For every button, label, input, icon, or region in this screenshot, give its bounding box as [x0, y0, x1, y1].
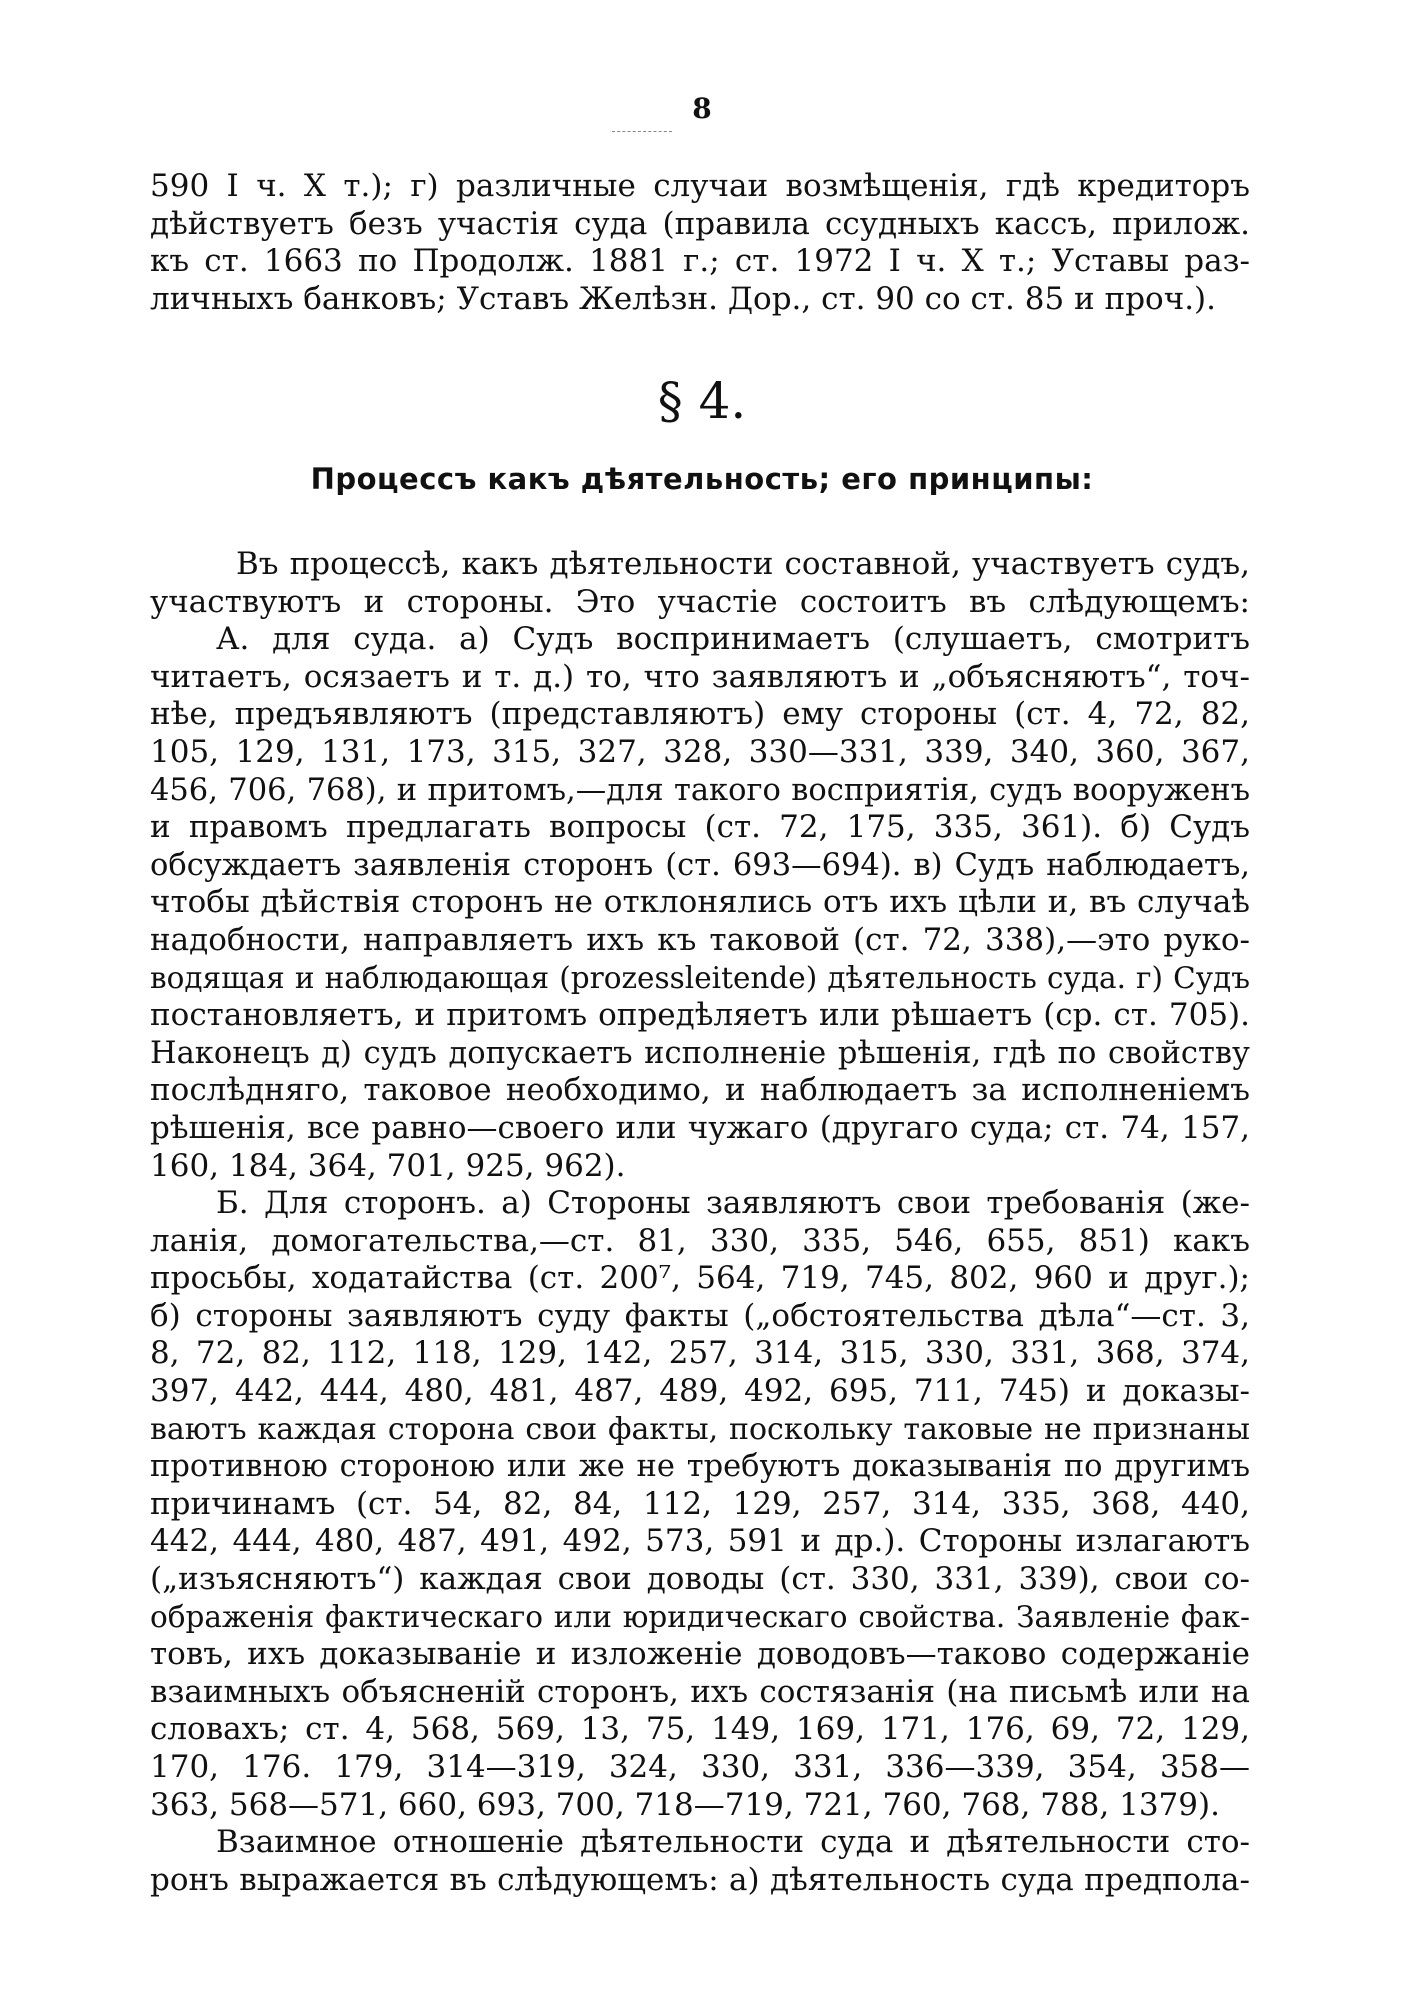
text-line: участвуютъ и стороны. Это участіе состоитъ въ слѣдующемъ: [150, 583, 1250, 620]
text-line: Б. Для сторонъ. а) Стороны заявляютъ свои требованія (же- [216, 1185, 1250, 1222]
text-line: противною стороною или же не требуютъ доказыванія по другимъ [150, 1449, 1250, 1485]
text-line: и правомъ предлагать вопросы (ст. 72, 175, 335, 361). б) Судъ [150, 809, 1250, 846]
page-number: 8 [692, 92, 712, 125]
text-line: 590 I ч. X т.); г) различные случаи возмѣщенія, гдѣ кредиторъ [150, 168, 1250, 204]
text-line: чтобы дѣйствія сторонъ не отклонялись отъ ихъ цѣли и, въ случаѣ [150, 884, 1250, 921]
text-line: товъ, ихъ доказываніе и изложеніе доводовъ—таково содержаніе [150, 1636, 1250, 1673]
text-line: нѣе, предъявляютъ (представляютъ) ему стороны (ст. 4, 72, 82, [150, 696, 1250, 733]
text-line: Взаимное отношеніе дѣятельности суда и дѣятельности сто- [216, 1824, 1250, 1861]
section-mark: § 4. [657, 372, 747, 430]
text-line: („изъясняютъ“) каждая свои доводы (ст. 330, 331, 339), свои со- [150, 1561, 1250, 1598]
top-paragraph [150, 168, 1250, 318]
text-line: 8, 72, 82, 112, 118, 129, 142, 257, 314, 315, 330, 331, 368, 374, [150, 1335, 1250, 1372]
text-line: обсуждаетъ заявленія сторонъ (ст. 693—694). в) Судъ наблюдаетъ, [150, 847, 1250, 883]
text-line: А. для суда. а) Судъ воспринимаетъ (слушаетъ, смотритъ [216, 621, 1250, 658]
text-line: ваютъ каждая сторона свои факты, поскольку таковые не признаны [150, 1411, 1250, 1447]
text-line: ронъ выражается въ слѣдующемъ: а) дѣятельность суда предпола- [150, 1861, 1250, 1898]
text-line: Наконецъ д) судъ допускаетъ исполненіе рѣшенія, гдѣ по свойству [150, 1035, 1250, 1071]
text-line: рѣшенія, все равно—своего или чужаго (другаго суда; ст. 74, 157, [150, 1109, 1250, 1146]
text-line: 170, 176. 179, 314—319, 324, 330, 331, 336—339, 354, 358— [150, 1749, 1250, 1785]
text-line: Въ процессѣ, какъ дѣятельности составной, участвуетъ судъ, [236, 546, 1250, 582]
text-line: словахъ; ст. 4, 568, 569, 13, 75, 149, 169, 171, 176, 69, 72, 129, [150, 1711, 1250, 1748]
text-line: надобности, направляетъ ихъ къ таковой (ст. 72, 338),—это руко- [150, 921, 1250, 958]
text-line: взаимныхъ объясненій сторонъ, ихъ состязанія (на письмѣ или на [150, 1673, 1250, 1710]
body-text [150, 546, 1250, 1899]
text-line: 456, 706, 768), и притомъ,—для такого восприятія, судъ вооруженъ [150, 772, 1250, 808]
text-line: постановляетъ, и притомъ опредѣляетъ или рѣшаетъ (ср. ст. 705). [150, 997, 1250, 1034]
text-line: водящая и наблюдающая (prozessleitende) дѣятельность суда. г) Судъ [150, 960, 1250, 995]
text-line: къ ст. 1663 по Продолж. 1881 г.; ст. 1972 I ч. X т.; Уставы раз- [150, 243, 1250, 280]
text-line: послѣдняго, таковое необходимо, и наблюдаетъ за исполненіемъ [150, 1072, 1250, 1109]
text-line: просьбы, ходатайства (ст. 200⁷, 564, 719, 745, 802, 960 и друг.); [150, 1260, 1250, 1297]
text-line: личныхъ банковъ; Уставъ Желѣзн. Дор., ст. 90 со ст. 85 и проч.). [150, 280, 1217, 317]
section-title: Процессъ какъ дѣятельность; его принципы: [310, 462, 1094, 496]
page-number-rule [612, 131, 672, 132]
text-line: б) стороны заявляютъ суду факты („обстоятельства дѣла“—ст. 3, [150, 1297, 1250, 1334]
text-line: 160, 184, 364, 701, 925, 962). [150, 1147, 626, 1184]
text-line: дѣйствуетъ безъ участія суда (правила ссудныхъ кассъ, прилож. [150, 205, 1250, 242]
text-line: читаетъ, осязаетъ и т. д.) то, что заявляютъ и „объясняютъ“, точ- [150, 658, 1250, 695]
text-line: ображенія фактическаго или юридическаго свойства. Заявленіе фак- [150, 1599, 1250, 1634]
text-line: причинамъ (ст. 54, 82, 84, 112, 129, 257, 314, 335, 368, 440, [150, 1485, 1250, 1522]
text-line: ланія, домогательства,—ст. 81, 330, 335, 546, 655, 851) какъ [150, 1222, 1250, 1259]
text-line: 397, 442, 444, 480, 481, 487, 489, 492, 695, 711, 745) и доказы- [150, 1373, 1250, 1410]
text-line: 363, 568—571, 660, 693, 700, 718—719, 721, 760, 768, 788, 1379). [150, 1786, 1220, 1823]
text-line: 442, 444, 480, 487, 491, 492, 573, 591 и др.). Стороны излагаютъ [150, 1523, 1250, 1560]
text-line: 105, 129, 131, 173, 315, 327, 328, 330—331, 339, 340, 360, 367, [150, 733, 1250, 770]
